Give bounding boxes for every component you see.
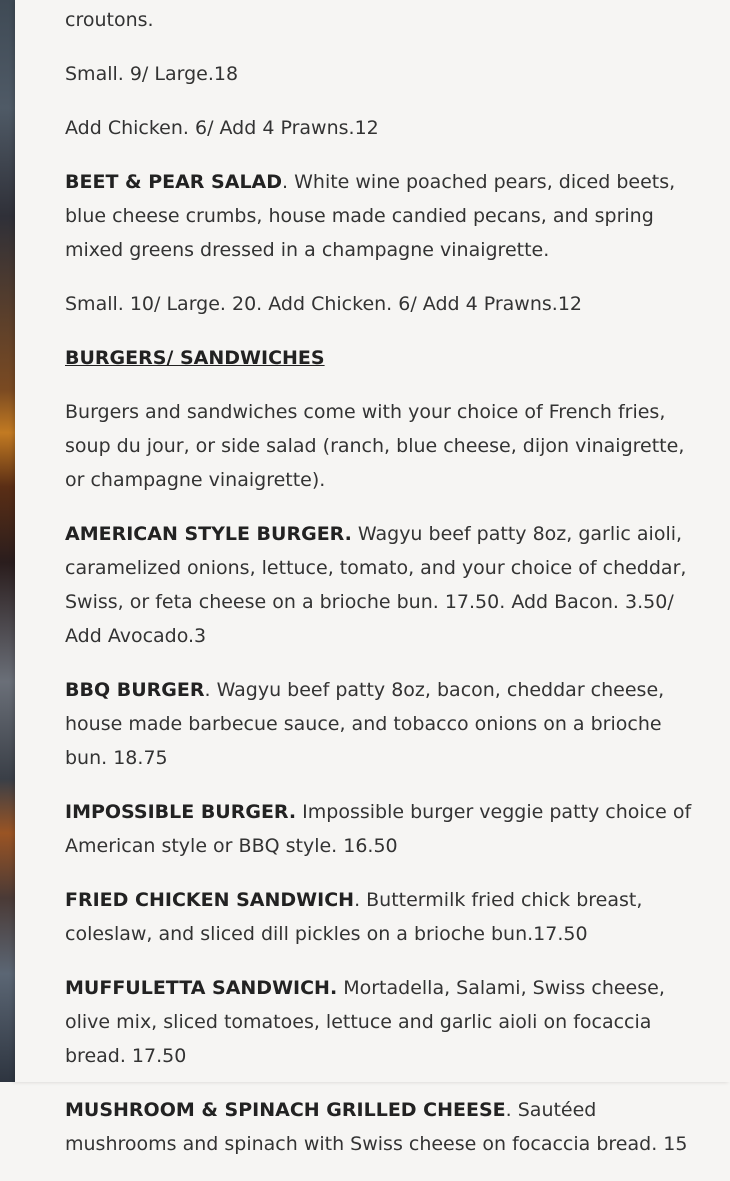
item-description: . Wagyu beef patty 8oz, bacon, cheddar cheese, house made barbecue sauce, and tobacco onions on a brioche bun. 18.75 — [65, 679, 665, 769]
caesar-sizes: Small. 9/ Large.18 — [65, 63, 239, 85]
item-description: . Sautéed mushrooms and spinach with Swiss cheese on focaccia bread. 15 — [65, 1099, 688, 1155]
menu-item-impossible-burger — [65, 795, 705, 863]
menu-item-american-burger — [65, 517, 705, 653]
menu-content-panel — [15, 0, 730, 1155]
menu-item-muffuletta-sandwich — [65, 971, 705, 1073]
item-name: BBQ BURGER — [65, 679, 205, 701]
item-description: Wagyu beef patty 8oz, garlic aioli, caramelized onions, lettuce, tomato, and your choice of cheddar, Swiss, or feta cheese on a brioche bun. 17.50. Add Bacon. 3.50/ Add Avocado.3 — [65, 523, 687, 647]
section-heading-burgers: BURGERS/ SANDWICHES — [65, 347, 325, 369]
background-photo-strip — [0, 0, 15, 1082]
menu-line: croutons. — [65, 9, 154, 31]
menu-item-fried-chicken-sandwich — [65, 883, 705, 951]
item-name: MUSHROOM & SPINACH GRILLED CHEESE — [65, 1099, 506, 1121]
beet-pear-sizes: Small. 10/ Large. 20. Add Chicken. 6/ Add 4 Prawns.12 — [65, 293, 583, 315]
item-name: IMPOSSIBLE BURGER. — [65, 801, 297, 823]
item-description: Impossible burger veggie patty choice of American style or BBQ style. 16.50 — [65, 801, 692, 857]
item-description: . White wine poached pears, diced beets, blue cheese crumbs, house made candied pecans, and spring mixed greens dressed in a champagne vinaigrette. — [65, 171, 676, 261]
item-name: MUFFULETTA SANDWICH. — [65, 977, 338, 999]
menu-item-beet-pear-salad — [65, 165, 705, 267]
menu-text — [65, 3, 705, 1181]
item-description: . Buttermilk fried chick breast, coleslaw, and sliced dill pickles on a brioche bun.17.50 — [65, 889, 643, 945]
caesar-addons: Add Chicken. 6/ Add 4 Prawns.12 — [65, 117, 379, 139]
item-name: AMERICAN STYLE BURGER. — [65, 523, 352, 545]
item-name: BEET & PEAR SALAD — [65, 171, 283, 193]
menu-item-bbq-burger — [65, 673, 705, 775]
burgers-intro: Burgers and sandwiches come with your choice of French fries, soup du jour, or side salad (ranch, blue cheese, dijon vinaigrette, or champagne vinaigrette). — [65, 401, 685, 491]
item-description: Mortadella, Salami, Swiss cheese, olive mix, sliced tomatoes, lettuce and garlic aioli on focaccia bread. 17.50 — [65, 977, 665, 1067]
menu-item-mushroom-spinach-grilled-cheese — [65, 1093, 705, 1161]
item-name: FRIED CHICKEN SANDWICH — [65, 889, 355, 911]
